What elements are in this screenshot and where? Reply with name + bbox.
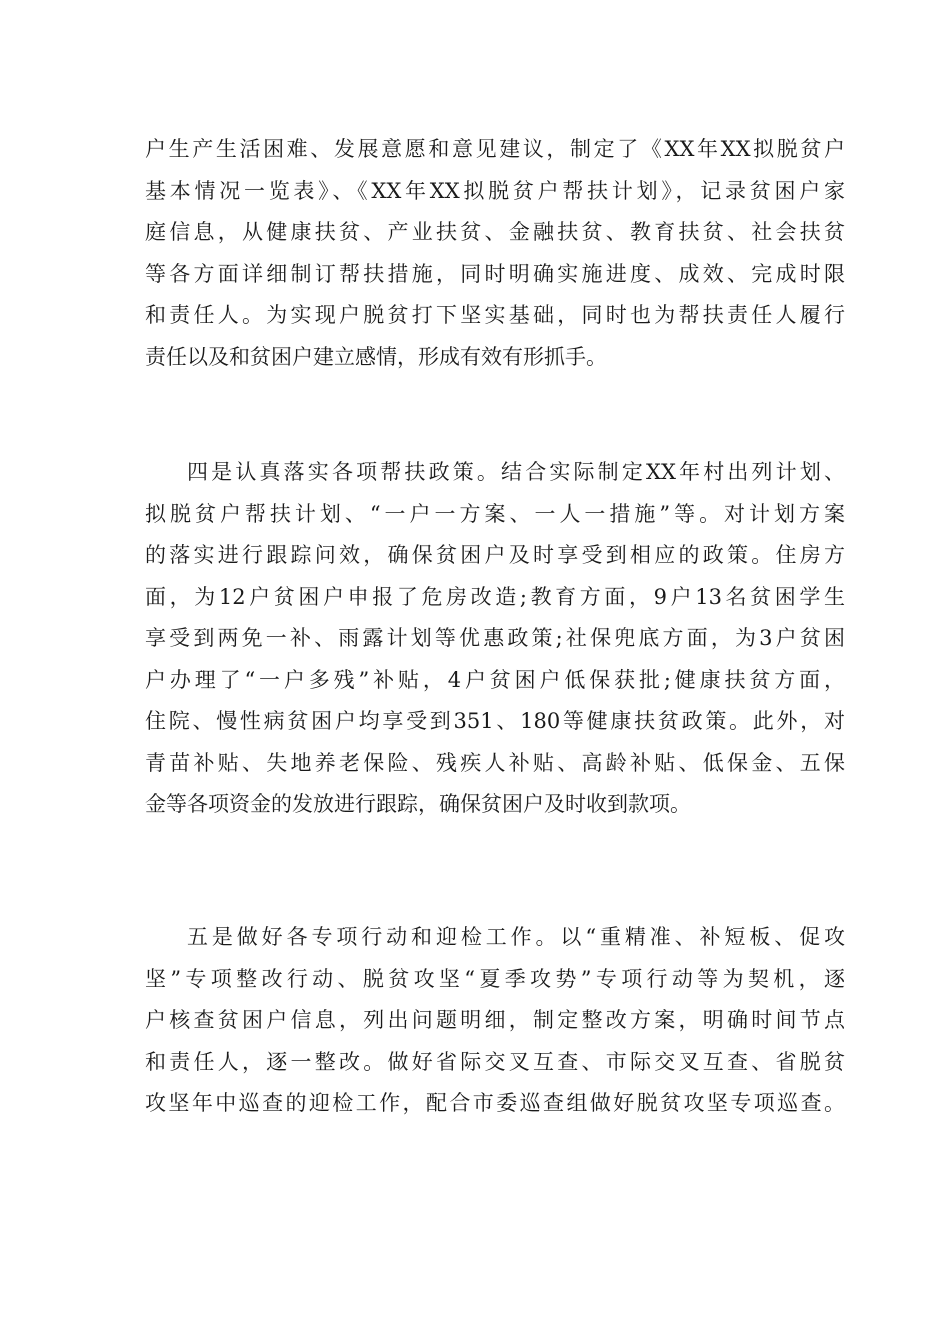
text-line: 拟脱贫户帮扶计划、“一户一方案、一人一措施”等。对计划方案 bbox=[145, 501, 845, 526]
text-line: 金等各项资金的发放进行跟踪，确保贫困户及时收到款项。 bbox=[145, 792, 691, 816]
text-line: 住院、慢性病贫困户均享受到351、180等健康扶贫政策。此外，对 bbox=[145, 709, 845, 733]
text-line: 和责任人，逐一整改。做好省际交叉互查、市际交叉互查、省脱贫 bbox=[145, 1049, 845, 1074]
text-line: 和责任人。为实现户脱贫打下坚实基础，同时也为帮扶责任人履行 bbox=[145, 303, 845, 327]
text-line: 户办理了“一户多残”补贴，4户贫困户低保获批;健康扶贫方面， bbox=[145, 667, 845, 692]
text-line: 面，为12户贫困户申报了危房改造;教育方面，9户13名贫困学生 bbox=[145, 584, 845, 609]
text-line: 等各方面详细制订帮扶措施，同时明确实施进度、成效、完成时限 bbox=[145, 261, 845, 286]
text-line: 户生产生活困难、发展意愿和意见建议，制定了《XX年XX拟脱贫户 bbox=[145, 137, 845, 161]
paragraph-policy-implementation bbox=[145, 452, 845, 826]
text-line: 责任以及和贫困户建立感情，形成有效有形抓手。 bbox=[145, 344, 607, 369]
text-line: 四是认真落实各项帮扶政策。结合实际制定XX年村出列计划、 bbox=[187, 460, 845, 484]
paragraph-special-actions bbox=[145, 917, 845, 1125]
text-line: 庭信息，从健康扶贫、产业扶贫、金融扶贫、教育扶贫、社会扶贫 bbox=[145, 220, 845, 244]
text-line: 户核查贫困户信息，列出问题明细，制定整改方案，明确时间节点 bbox=[145, 1008, 845, 1032]
text-line: 的落实进行跟踪问效，确保贫困户及时享受到相应的政策。住房方 bbox=[145, 543, 845, 567]
text-line: 享受到两免一补、雨露计划等优惠政策;社保兜底方面，为3户贫困 bbox=[145, 626, 845, 650]
text-line: 坚”专项整改行动、脱贫攻坚“夏季攻势”专项行动等为契机，逐 bbox=[145, 966, 845, 991]
paragraph-household-plans bbox=[145, 129, 845, 378]
text-line: 青苗补贴、失地养老保险、残疾人补贴、高龄补贴、低保金、五保 bbox=[145, 750, 845, 775]
text-line: 攻坚年中巡查的迎检工作，配合市委巡查组做好脱贫攻坚专项巡查。 bbox=[145, 1091, 845, 1115]
text-line: 五是做好各专项行动和迎检工作。以“重精准、补短板、促攻 bbox=[187, 925, 845, 949]
text-line: 基本情况一览表》、《XX年XX拟脱贫户帮扶计划》，记录贫困户家 bbox=[145, 178, 845, 203]
